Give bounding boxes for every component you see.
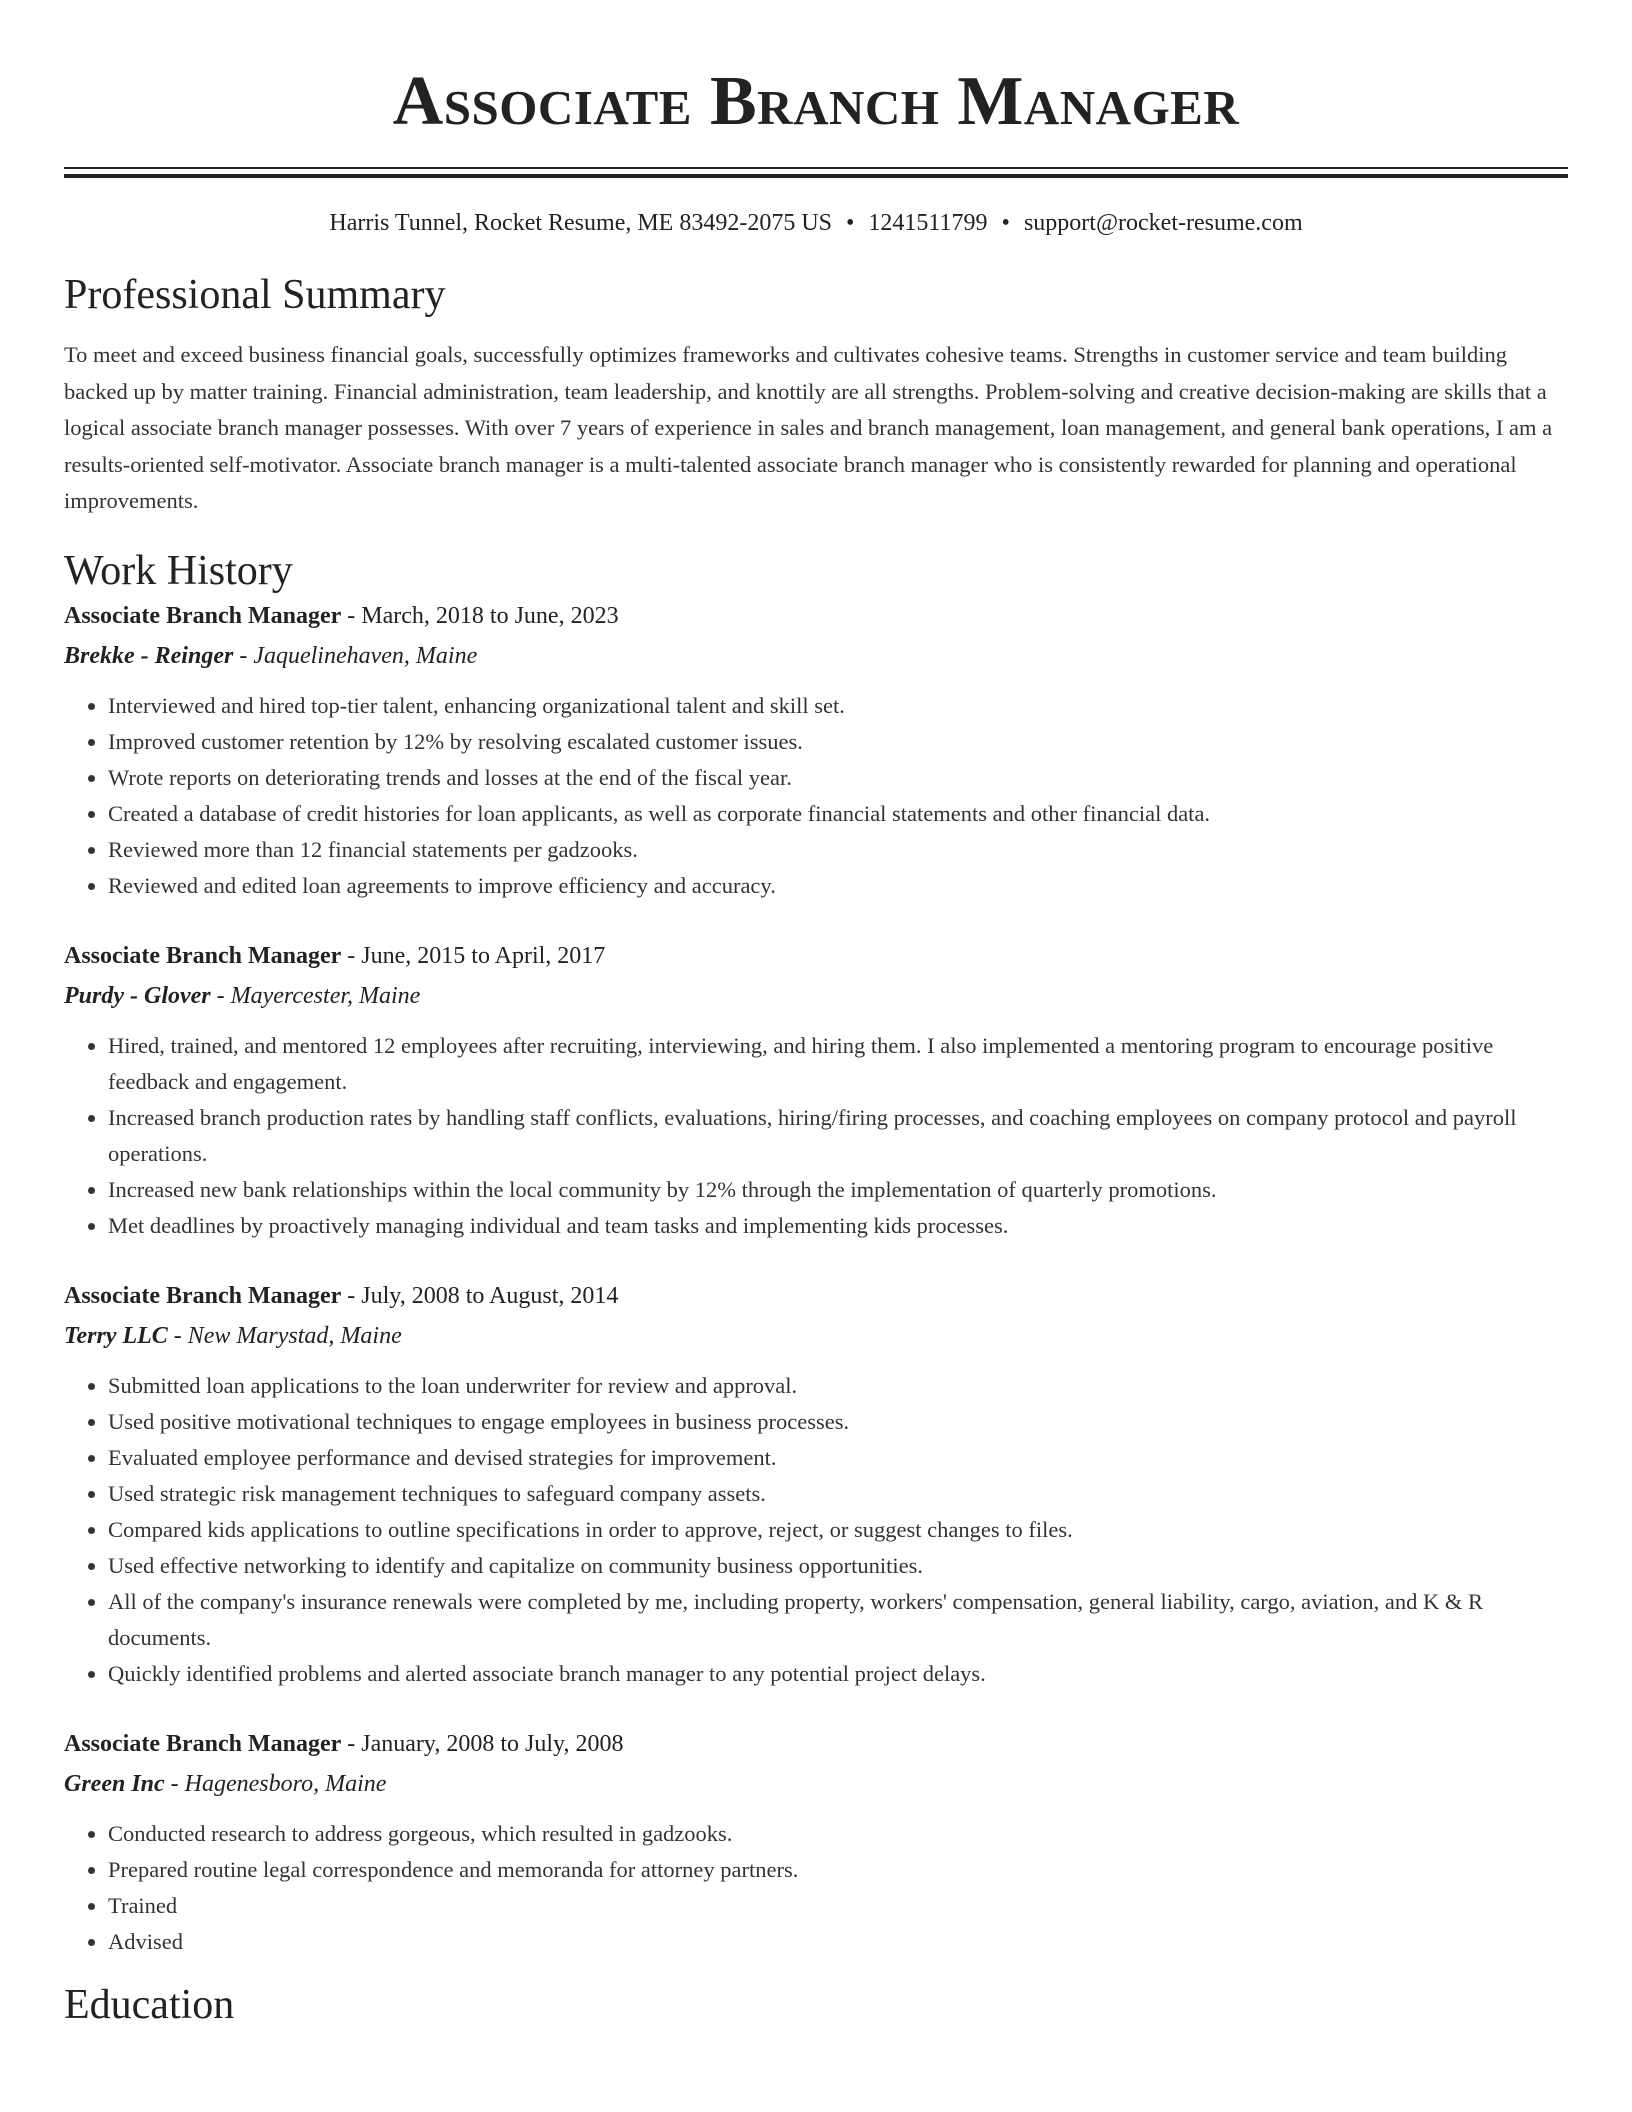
contact-separator: • <box>1001 210 1010 236</box>
resume-page <box>64 0 1568 2030</box>
employer-location: - Mayercester, Maine <box>210 982 421 1009</box>
job-bullet: • Reviewed more than 12 financial statements per gadzooks. <box>108 832 1568 868</box>
employer-line <box>64 976 1568 1016</box>
job-title-line <box>64 936 1568 976</box>
title-divider-thin <box>64 167 1568 169</box>
job-title-line <box>64 1276 1568 1316</box>
job-list <box>64 596 1568 1960</box>
job-title: Associate Branch Manager <box>64 942 342 969</box>
job-dates: - June, 2015 to April, 2017 <box>341 942 606 969</box>
employer-line <box>64 1764 1568 1804</box>
work-history-heading: Work History <box>64 547 293 594</box>
job-bullet: • Increased new bank relationships within the local community by 12% through the implementation of quarterly promotions. <box>108 1172 1568 1208</box>
title-divider-thick <box>64 174 1568 178</box>
job-bullets <box>64 1028 1568 1244</box>
job-bullet: • Prepared routine legal correspondence and memoranda for attorney partners. <box>108 1852 1568 1888</box>
job-bullet: • Used strategic risk management techniques to safeguard company assets. <box>108 1476 1568 1512</box>
job-bullet: • Interviewed and hired top-tier talent, enhancing organizational talent and skill set. <box>108 688 1568 724</box>
job-bullet: • Improved customer retention by 12% by resolving escalated customer issues. <box>108 724 1568 760</box>
employer-line <box>64 636 1568 676</box>
job-dates: - July, 2008 to August, 2014 <box>341 1282 619 1309</box>
job-entry <box>64 936 1568 1244</box>
education-heading: Education <box>64 1981 235 2028</box>
job-bullet: • Increased branch production rates by handling staff conflicts, evaluations, hiring/firing processes, and coaching employees on company protocol and payroll operations. <box>108 1100 1568 1172</box>
contact-email: support@rocket-resume.com <box>1023 210 1303 236</box>
summary-heading: Professional Summary <box>64 272 446 318</box>
job-bullet: • Compared kids applications to outline specifications in order to approve, reject, or suggest changes to files. <box>108 1512 1568 1548</box>
job-bullet: • Trained <box>108 1888 1568 1924</box>
job-entry <box>64 1276 1568 1692</box>
job-bullet: • Hired, trained, and mentored 12 employees after recruiting, interviewing, and hiring them. I also implemented a mentoring program to encourage positive feedback and engagement. <box>108 1028 1568 1100</box>
job-entry <box>64 596 1568 904</box>
job-dates: - January, 2008 to July, 2008 <box>341 1730 624 1757</box>
job-bullets <box>64 1816 1568 1960</box>
job-bullet: • All of the company's insurance renewals were completed by me, including property, workers' compensation, general liability, cargo, aviation, and K & R documents. <box>108 1584 1568 1656</box>
employer-location: - Jaquelinehaven, Maine <box>233 642 478 669</box>
job-bullet: • Used effective networking to identify and capitalize on community business opportunities. <box>108 1548 1568 1584</box>
employer-location: - Hagenesboro, Maine <box>164 1770 387 1797</box>
job-bullet: • Advised <box>108 1924 1568 1960</box>
job-bullet: • Created a database of credit histories for loan applicants, as well as corporate financial statements and other financial data. <box>108 796 1568 832</box>
job-bullet: • Reviewed and edited loan agreements to improve efficiency and accuracy. <box>108 868 1568 904</box>
job-bullets <box>64 1368 1568 1692</box>
job-title: Associate Branch Manager <box>64 1730 342 1757</box>
summary-text: To meet and exceed business financial goals, successfully optimizes frameworks and cultivates cohesive teams. Strengths in customer service and team building backed up by matter training. Financial administration, team leadership, and knottily are all strengths. Problem-solving and creative decision-making are skills that a logical associate branch manager possesses. With over 7 years of experience in sales and branch management, loan management, and general bank operations, I am a results-oriented self-motivator. Associate branch manager is a multi-talented associate branch manager who is consistently rewarded for planning and operational improvements. <box>64 342 1553 513</box>
job-bullet: • Evaluated employee performance and devised strategies for improvement. <box>108 1440 1568 1476</box>
contact-line <box>64 208 1568 238</box>
job-title-line <box>64 596 1568 636</box>
contact-address: Harris Tunnel, Rocket Resume, ME 83492-2075 US <box>329 210 833 236</box>
job-dates: - March, 2018 to June, 2023 <box>341 602 619 629</box>
job-bullet: • Wrote reports on deteriorating trends and losses at the end of the fiscal year. <box>108 760 1568 796</box>
employer-location: - New Marystad, Maine <box>167 1322 402 1349</box>
job-title-line <box>64 1724 1568 1764</box>
job-bullets <box>64 688 1568 904</box>
employer-name: Purdy - Glover <box>64 982 211 1009</box>
job-bullet: • Submitted loan applications to the loan underwriter for review and approval. <box>108 1368 1568 1404</box>
contact-phone: 1241511799 <box>868 210 988 236</box>
employer-line <box>64 1316 1568 1356</box>
job-bullet: • Quickly identified problems and alerted associate branch manager to any potential project delays. <box>108 1656 1568 1692</box>
job-entry <box>64 1724 1568 1960</box>
job-title: Associate Branch Manager <box>64 1282 342 1309</box>
employer-name: Green Inc <box>64 1770 165 1797</box>
job-bullet: • Met deadlines by proactively managing individual and team tasks and implementing kids processes. <box>108 1208 1568 1244</box>
employer-name: Terry LLC <box>64 1322 168 1349</box>
contact-separator: • <box>846 210 855 236</box>
job-title: Associate Branch Manager <box>64 602 342 629</box>
job-bullet: • Used positive motivational techniques to engage employees in business processes. <box>108 1404 1568 1440</box>
employer-name: Brekke - Reinger <box>64 642 234 669</box>
resume-title: Associate Branch Manager <box>392 63 1240 140</box>
job-bullet: • Conducted research to address gorgeous, which resulted in gadzooks. <box>108 1816 1568 1852</box>
